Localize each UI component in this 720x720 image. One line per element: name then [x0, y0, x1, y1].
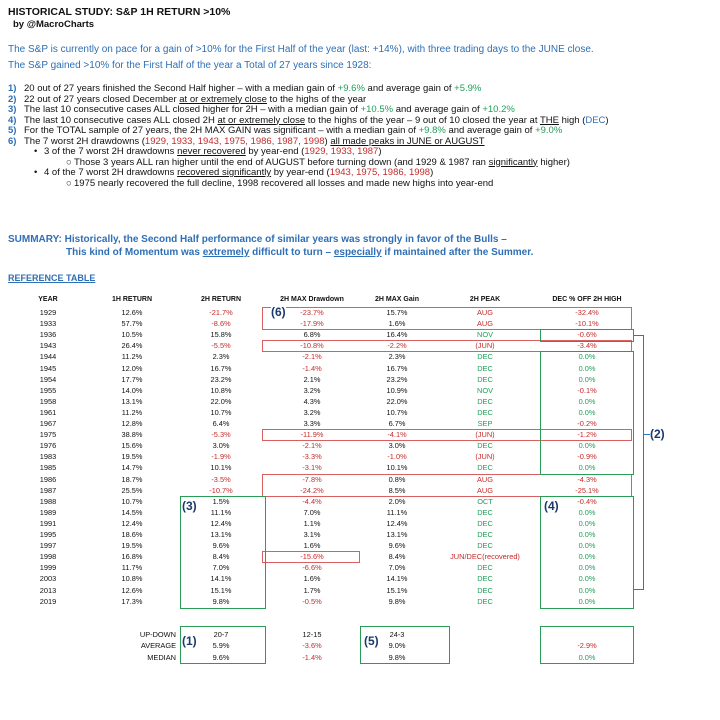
cell-dec: 0.0%: [578, 463, 596, 473]
cell-year: 1954: [39, 374, 57, 384]
cell-dd: -3.1%: [302, 463, 322, 473]
cell-dec: 0.0%: [578, 352, 596, 362]
footer-label: AVERAGE: [140, 641, 176, 651]
cell-peak: DEC: [477, 518, 493, 528]
worst-drawdown-box-1998: [262, 551, 360, 563]
cell-dec: -10.1%: [575, 319, 599, 329]
cell-peak: (JUN): [475, 452, 495, 462]
cell-gain: 9.8%: [388, 596, 406, 606]
cell-gain: 1.6%: [388, 319, 406, 329]
cell-h2: 23.2%: [210, 374, 232, 384]
cell-dd: -2.1%: [302, 441, 322, 451]
cell-dec: -0.2%: [577, 419, 597, 428]
cell-dd: -2.1%: [302, 352, 322, 362]
cell-peak: DEC: [477, 585, 493, 595]
cell-h2: -3.5%: [211, 474, 231, 484]
cell-dd: -1.4%: [302, 363, 322, 373]
cell-dec: -25.1%: [575, 485, 599, 495]
finding-number: 3): [8, 104, 17, 115]
text-run: For the TOTAL sample of 27 years, the 2H MAX GAIN was significant – with a median gain of: [24, 125, 419, 136]
cell-gain: 7.0%: [388, 563, 406, 573]
cell-dd: -15.6%: [300, 552, 324, 562]
cell-gain: 23.2%: [386, 374, 408, 384]
header-2h-return: 2H RETURN: [200, 296, 242, 303]
text-run: difficult to turn –: [249, 247, 334, 258]
cell-h1: 10.7%: [121, 496, 143, 506]
cell-gain: 2.3%: [388, 352, 406, 362]
cell-dec: 0.0%: [578, 507, 596, 517]
finding-number: 2): [8, 93, 17, 105]
cell-dd: -7.8%: [302, 474, 322, 484]
text-run: 1929, 1933, 1987: [304, 146, 379, 157]
cell-h2: 15.1%: [210, 585, 232, 595]
header-2h-max-drawdown: 2H MAX Drawdown: [280, 296, 344, 303]
cell-gain: 10.9%: [386, 385, 408, 395]
text-run: 4 of the 7 worst 2H drawdowns: [44, 167, 178, 178]
cell-year: 1999: [39, 563, 57, 573]
cell-h2: 10.8%: [210, 385, 232, 395]
cell-h1: 12.4%: [121, 518, 143, 528]
worst-drawdown-box-1986-1987: [262, 474, 632, 497]
cell-dd: 1.1%: [303, 518, 321, 528]
cell-h2: 13.1%: [210, 530, 232, 539]
cell-year: 1955: [39, 385, 57, 395]
cell-dd: 1.7%: [303, 585, 321, 595]
text-run: ): [430, 167, 434, 178]
sub-point-text: [74, 179, 493, 190]
text-run: +9.0%: [535, 125, 563, 136]
text-run: by year-end (: [271, 167, 330, 178]
annotation-4: (4): [544, 498, 559, 513]
annotation-2: (2): [650, 427, 665, 442]
text-run: all made peaks in JUNE or AUGUST: [330, 135, 485, 147]
header-2h-max-gain: 2H MAX Gain: [375, 296, 419, 303]
footer-2h-return: 5.9%: [212, 641, 230, 651]
cell-peak: DEC: [477, 563, 493, 573]
cell-dec: -3.4%: [577, 341, 597, 351]
annotation-1: (1): [182, 633, 197, 648]
cell-h2: -5.5%: [211, 341, 231, 351]
text-run: This kind of Momentum was: [66, 247, 203, 258]
cell-h1: 19.5%: [121, 541, 143, 551]
cell-peak: DEC: [477, 363, 493, 373]
cell-h1: 10.5%: [121, 330, 143, 340]
cell-year: 1929: [39, 308, 57, 317]
cell-h1: 38.8%: [121, 430, 143, 440]
cell-h1: 12.8%: [121, 419, 143, 428]
cell-peak: DEC: [477, 574, 493, 584]
cell-gain: 2.0%: [388, 496, 406, 506]
cell-year: 1991: [39, 518, 57, 528]
cell-peak: NOV: [476, 385, 493, 395]
cell-gain: 9.6%: [388, 541, 406, 551]
text-run: 20 out of 27 years finished the Second Half higher – with a median gain of: [24, 83, 338, 94]
cell-dd: -23.7%: [300, 308, 324, 317]
text-run: especially: [333, 247, 382, 258]
text-run: +9.6%: [337, 83, 365, 94]
cell-h2: 15.8%: [210, 330, 232, 340]
cell-gain: 15.1%: [386, 585, 408, 595]
circle-bullet-icon: ○: [66, 156, 72, 168]
cell-dd: 6.8%: [303, 330, 321, 340]
cell-year: 1986: [39, 474, 57, 484]
reference-table-title: REFERENCE TABLE: [8, 273, 96, 283]
cell-dec: 0.0%: [578, 541, 596, 551]
cell-dec: 0.0%: [578, 396, 596, 406]
cell-h1: 25.5%: [121, 485, 143, 495]
cell-year: 1975: [39, 430, 57, 440]
cell-gain: -1.0%: [387, 452, 407, 462]
cell-year: 1936: [39, 330, 57, 340]
cell-year: 1976: [39, 441, 57, 451]
cell-year: 1997: [39, 541, 57, 551]
cell-year: 1958: [39, 396, 57, 406]
text-run: never recovered: [177, 146, 246, 157]
footer-2h-max-drawdown: 12-15: [302, 629, 322, 639]
cell-dec: -32.4%: [575, 308, 599, 317]
cell-h2: 6.4%: [212, 419, 230, 428]
finding-number: 6): [8, 135, 17, 147]
footer-2h-max-gain: 9.0%: [388, 641, 406, 651]
cell-peak: DEC: [477, 441, 493, 451]
cell-dec: 0.0%: [578, 596, 596, 606]
cell-year: 1967: [39, 419, 57, 428]
cell-dd: -0.5%: [302, 596, 322, 606]
text-run: extremely: [202, 247, 250, 258]
finding-number: 4): [8, 114, 17, 126]
cell-h2: 7.0%: [212, 563, 230, 573]
cell-year: 1961: [39, 407, 57, 417]
cell-peak: AUG: [476, 308, 493, 317]
cell-h2: 14.1%: [210, 574, 232, 584]
cell-year: 1987: [39, 485, 57, 495]
annotation-5: (5): [364, 633, 379, 648]
cell-year: 1998: [39, 552, 57, 562]
text-run: high (: [558, 114, 586, 126]
cell-h1: 16.8%: [121, 552, 143, 562]
cell-peak: NOV: [476, 330, 493, 340]
finding-number: 5): [8, 125, 17, 136]
footer-dec-off-high: -2.9%: [577, 641, 597, 651]
cell-peak: SEP: [477, 419, 493, 428]
cell-dec: 0.0%: [578, 574, 596, 584]
text-run: and average gain of: [364, 83, 455, 94]
footer-dec-off-high: 0.0%: [578, 652, 596, 662]
text-run: DEC: [585, 114, 606, 126]
cell-h2: -1.9%: [211, 452, 231, 462]
annotation-3: (3): [182, 498, 197, 513]
text-run: higher): [537, 156, 570, 168]
footer-2h-max-drawdown: -3.6%: [302, 641, 322, 651]
cell-peak: DEC: [477, 352, 493, 362]
cell-dd: 3.1%: [303, 530, 321, 539]
cell-dec: 0.0%: [578, 518, 596, 528]
cell-dd: -4.4%: [302, 496, 322, 506]
cell-gain: 6.7%: [388, 419, 406, 428]
text-run: ): [324, 135, 331, 147]
cell-h1: 11.2%: [121, 407, 143, 417]
cell-dd: 3.3%: [303, 419, 321, 428]
cell-peak: AUG: [476, 485, 493, 495]
cell-peak: (JUN): [475, 430, 495, 440]
annotation-6: (6): [271, 305, 286, 319]
cell-gain: 10.7%: [386, 407, 408, 417]
cell-dd: -6.6%: [302, 563, 322, 573]
cell-gain: -2.2%: [387, 341, 407, 351]
bracket-annotation: [634, 335, 644, 590]
cell-peak: DEC: [477, 463, 493, 473]
cell-h2: 8.4%: [212, 552, 230, 562]
text-run: 22 out of 27 years closed December: [24, 93, 180, 105]
cell-h1: 15.6%: [121, 441, 143, 451]
cell-dec: 0.0%: [578, 585, 596, 595]
text-run: The last 10 consecutive cases ALL closed 2H: [24, 114, 218, 126]
cell-peak: DEC: [477, 396, 493, 406]
cell-h2: 9.8%: [212, 596, 230, 606]
worst-drawdown-box-1929-1933: [262, 307, 632, 330]
cell-h1: 10.8%: [121, 574, 143, 584]
footer-label: UP-DOWN: [139, 629, 176, 639]
cell-h2: 16.7%: [210, 363, 232, 373]
cell-peak: OCT: [477, 496, 493, 506]
cell-gain: 15.7%: [386, 308, 408, 317]
cell-gain: 11.1%: [386, 507, 408, 517]
text-run: ): [378, 146, 382, 157]
text-run: 3 of the 7 worst 2H drawdowns: [44, 146, 178, 157]
cell-dec: 0.0%: [578, 363, 596, 373]
cell-year: 1933: [39, 319, 57, 329]
cell-h1: 13.1%: [121, 396, 143, 406]
text-run: The 7 worst 2H drawdowns (: [24, 135, 145, 147]
text-run: if maintained after the Summer.: [381, 247, 534, 258]
text-run: ): [605, 114, 609, 126]
cell-dd: 3.2%: [303, 407, 321, 417]
footer-2h-max-drawdown: -1.4%: [302, 652, 322, 662]
footer-2h-return: 20-7: [213, 629, 229, 639]
cell-h2: 2.3%: [212, 352, 230, 362]
cell-gain: 13.1%: [386, 530, 408, 539]
text-run: Those 3 years ALL ran higher until the end of AUGUST before turning down (and 1929 & 1987 ran: [74, 156, 489, 168]
cell-year: 2013: [39, 585, 57, 595]
cell-dd: 7.0%: [303, 507, 321, 517]
cell-dec: -0.4%: [577, 496, 597, 506]
text-run: 1975 nearly recovered the full decline, 1998 recovered all losses and made new highs into year-end: [74, 177, 494, 189]
cell-gain: 14.1%: [386, 574, 408, 584]
cell-dd: 4.3%: [303, 396, 321, 406]
cell-year: 1989: [39, 507, 57, 517]
circle-bullet-icon: ○: [66, 177, 72, 189]
cell-dec: 0.0%: [578, 563, 596, 573]
footer-dec-box: [540, 626, 634, 664]
cell-h1: 17.3%: [121, 596, 143, 606]
cell-peak: DEC: [477, 541, 493, 551]
cell-h2: -5.3%: [211, 430, 231, 440]
text-run: +10.2%: [482, 104, 515, 115]
bullet-icon: •: [34, 146, 38, 157]
cell-gain: 3.0%: [388, 441, 406, 451]
cell-year: 1945: [39, 363, 57, 373]
cell-dd: -24.2%: [300, 485, 324, 495]
cell-h2: 3.0%: [212, 441, 230, 451]
cell-peak: AUG: [476, 474, 493, 484]
footer-2h-max-gain: 9.8%: [388, 652, 406, 662]
cell-h1: 12.0%: [121, 363, 143, 373]
text-run: significantly: [488, 156, 538, 168]
cell-dec: 0.0%: [578, 407, 596, 417]
cell-dd: 1.6%: [303, 541, 321, 551]
cell-gain: 16.7%: [386, 363, 408, 373]
text-run: +5.9%: [454, 83, 482, 94]
cell-year: 1985: [39, 463, 57, 473]
cell-dd: -3.3%: [302, 452, 322, 462]
cell-h1: 18.7%: [121, 474, 143, 484]
text-run: The last 10 consecutive cases ALL closed higher for 2H – with a median gain of: [24, 104, 361, 115]
cell-year: 1983: [39, 452, 57, 462]
cell-h2: 22.0%: [210, 396, 232, 406]
cell-dec: 0.0%: [578, 441, 596, 451]
dec-high-box-1936: [540, 329, 634, 342]
cell-peak: DEC: [477, 407, 493, 417]
cell-peak: DEC: [477, 507, 493, 517]
cell-h1: 17.7%: [121, 374, 143, 384]
cell-peak: AUG: [476, 319, 493, 329]
text-run: +9.8%: [418, 125, 446, 136]
cell-h2: -21.7%: [209, 308, 233, 317]
cell-year: 2019: [39, 596, 57, 606]
cell-dec: -0.6%: [577, 330, 597, 340]
cell-gain: 16.4%: [386, 330, 408, 340]
footer-label: MEDIAN: [147, 652, 176, 662]
text-run: to the highs of the year – 9 out of 10 closed the year at: [305, 114, 540, 126]
cell-dec: 0.0%: [578, 552, 596, 562]
text-run: recovered significantly: [177, 167, 272, 178]
cell-gain: 10.1%: [386, 463, 408, 473]
cell-peak: DEC: [477, 530, 493, 539]
text-run: 1929, 1933, 1943, 1975, 1986, 1987, 1998: [144, 135, 325, 147]
cell-h1: 14.5%: [121, 507, 143, 517]
cell-year: 1988: [39, 496, 57, 506]
cell-h1: 12.6%: [121, 308, 143, 317]
intro-line-2: The S&P gained >10% for the First Half of the year a Total of 27 years since 1928:: [8, 60, 372, 71]
text-run: and average gain of: [393, 104, 483, 115]
cell-peak: (JUN): [475, 341, 495, 351]
intro-line-1: The S&P is currently on pace for a gain of >10% for the First Half of the year (last: +14%), with three trading days to the JUNE close.: [8, 44, 594, 55]
cell-year: 1944: [39, 352, 57, 362]
cell-gain: -4.1%: [387, 430, 407, 440]
cell-peak: DEC: [477, 374, 493, 384]
cell-h2: -8.6%: [211, 319, 231, 329]
text-run: at or extremely close: [217, 114, 306, 126]
cell-h1: 14.0%: [121, 385, 143, 395]
cell-h2: 9.6%: [212, 541, 230, 551]
cell-h1: 11.7%: [121, 563, 143, 573]
cell-dd: 2.1%: [303, 374, 321, 384]
cell-h1: 26.4%: [121, 341, 143, 351]
cell-gain: 8.5%: [388, 485, 406, 495]
header-1h-return: 1H RETURN: [111, 296, 153, 303]
text-run: 1943, 1975, 1986, 1998: [329, 167, 431, 178]
cell-dec: -0.9%: [577, 452, 597, 462]
byline: by @MacroCharts: [13, 19, 95, 30]
cell-dd: 3.2%: [303, 385, 321, 395]
text-run: THE: [539, 114, 559, 126]
text-run: at or extremely close: [179, 93, 267, 105]
footer-2h-max-gain: 24-3: [389, 629, 405, 639]
summary-line-2: [66, 247, 533, 258]
cell-h1: 14.7%: [121, 463, 143, 473]
cell-h2: -10.7%: [209, 485, 233, 495]
cell-dec: -0.1%: [577, 385, 597, 395]
text-run: and average gain of: [445, 125, 536, 136]
cell-dd: 1.6%: [303, 574, 321, 584]
summary-line-1: SUMMARY: Historically, the Second Half performance of similar years was strongly in favor of the Bulls –: [8, 234, 507, 245]
cell-h1: 19.5%: [121, 452, 143, 462]
cell-h1: 12.6%: [121, 585, 143, 595]
cell-h1: 11.2%: [121, 352, 143, 362]
text-run: +10.5%: [360, 104, 394, 115]
cell-year: 1943: [39, 341, 57, 351]
cell-peak: JUN/DEC(recovered): [450, 552, 520, 562]
text-run: to the highs of the year: [266, 93, 367, 105]
cell-gain: 8.4%: [388, 552, 406, 562]
cell-dec: -1.2%: [577, 430, 597, 440]
header-dec-off-high: DEC % OFF 2H HIGH: [552, 296, 622, 303]
cell-h2: 10.7%: [210, 407, 232, 417]
cell-h2: 1.5%: [212, 496, 230, 506]
cell-dec: -4.3%: [577, 474, 597, 484]
cell-year: 2003: [39, 574, 57, 584]
dec-high-box-1944-1985: [540, 351, 634, 475]
cell-peak: DEC: [477, 596, 493, 606]
cell-dd: -17.9%: [300, 319, 324, 329]
header-year: YEAR: [38, 296, 58, 303]
text-run: by year-end (: [245, 146, 305, 157]
cell-gain: 0.8%: [388, 474, 406, 484]
cell-gain: 22.0%: [386, 396, 408, 406]
cell-dec: 0.0%: [578, 530, 596, 539]
header-2h-peak: 2H PEAK: [469, 296, 501, 303]
cell-dd: -11.9%: [300, 430, 324, 440]
cell-dec: 0.0%: [578, 374, 596, 384]
cell-h1: 57.7%: [121, 319, 143, 329]
cell-h2: 12.4%: [210, 518, 232, 528]
cell-year: 1995: [39, 530, 57, 539]
footer-2h-return: 9.6%: [212, 652, 230, 662]
bullet-icon: •: [34, 167, 38, 178]
cell-dd: -10.8%: [300, 341, 324, 351]
cell-h2: 11.1%: [210, 507, 232, 517]
finding-number: 1): [8, 83, 17, 94]
cell-h2: 10.1%: [210, 463, 232, 473]
cell-gain: 12.4%: [386, 518, 408, 528]
page-title: HISTORICAL STUDY: S&P 1H RETURN >10%: [8, 6, 231, 18]
cell-h1: 18.6%: [121, 530, 143, 539]
